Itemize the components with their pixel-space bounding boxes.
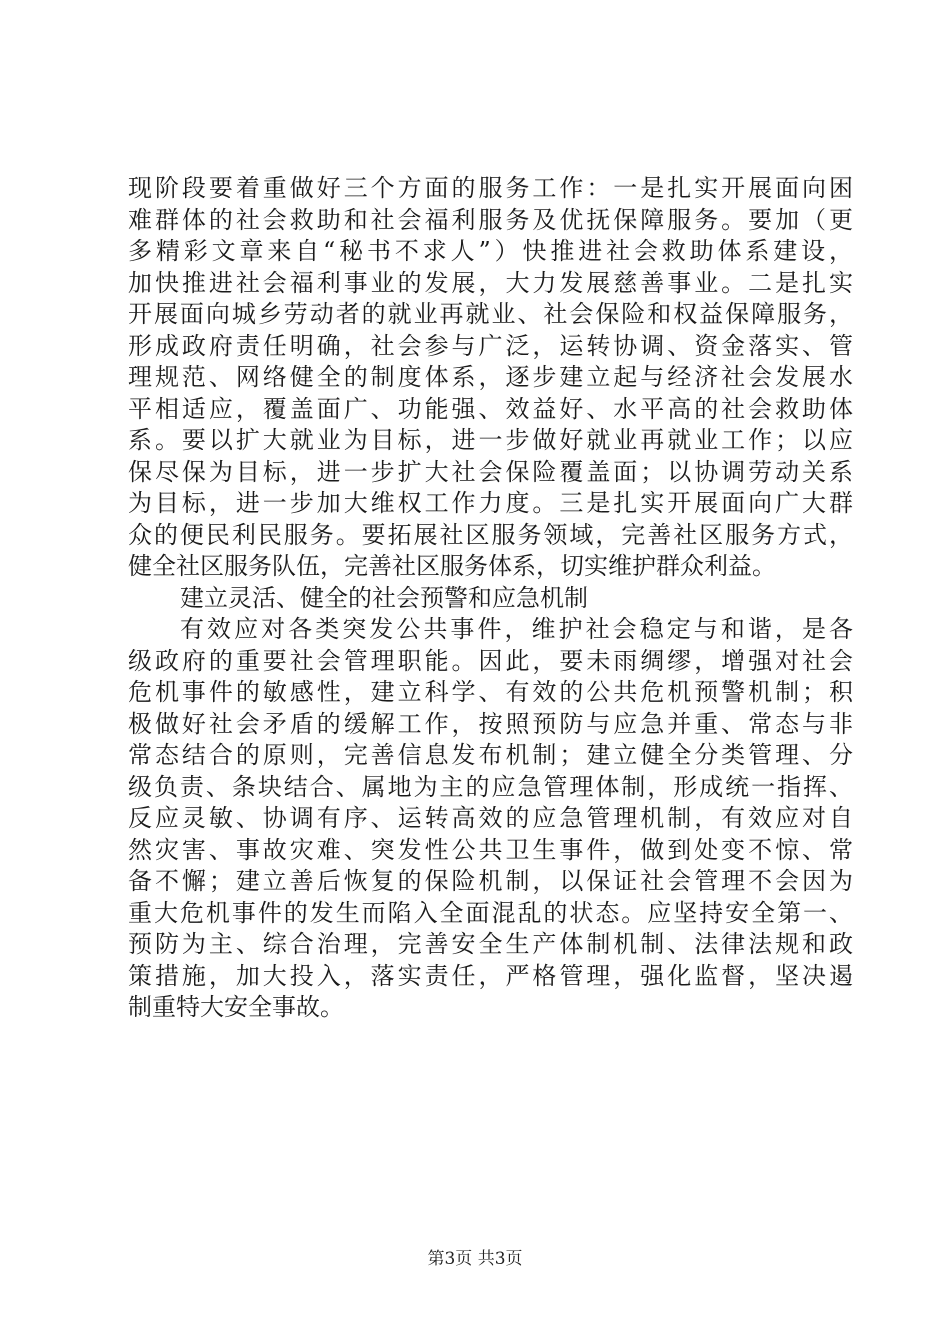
paragraph-emergency [128,614,853,1024]
text-line: 众的便民利民服务。要拓展社区服务领域，完善社区服务方式， [128,520,853,549]
text-line: 难群体的社会救助和社会福利服务及优抚保障服务。要加（更 [128,205,853,234]
text-line: 系。要以扩大就业为目标，进一步做好就业再就业工作；以应 [128,426,853,454]
document-body [128,173,853,1024]
text-line: 为目标，进一步加大维权工作力度。三是扎实开展面向广大群 [128,489,853,517]
text-line: 保尽保为目标，进一步扩大社会保险覆盖面；以协调劳动关系 [128,457,853,486]
text-line: 多精彩文章来自“秘书不求人”）快推进社会救助体系建设， [128,237,853,265]
text-line: 级负责、条块结合、属地为主的应急管理体制，形成统一指挥、 [128,772,853,801]
text-line: 健全社区服务队伍，完善社区服务体系，切实维护群众利益。 [128,552,776,580]
text-line: 策措施，加大投入，落实责任，严格管理，强化监督，坚决遏 [128,961,853,990]
text-line: 有效应对各类突发公共事件，维护社会稳定与和谐，是各 [180,615,853,643]
heading-text: 建立灵活、健全的社会预警和应急机制 [180,583,588,612]
text-line: 制重特大安全事故。 [128,993,344,1021]
text-line: 重大危机事件的发生而陷入全面混乱的状态。应坚持安全第一、 [128,898,853,927]
text-line: 现阶段要着重做好三个方面的服务工作：一是扎实开展面向困 [128,174,853,202]
text-line: 预防为主、综合治理，完善安全生产体制机制、法律法规和政 [128,930,853,958]
section-heading [128,583,853,615]
text-line: 理规范、网络健全的制度体系，逐步建立起与经济社会发展水 [128,363,853,391]
text-line: 形成政府责任明确，社会参与广泛，运转协调、资金落实、管 [128,331,853,360]
paragraph-services [128,173,853,583]
text-line: 然灾害、事故灾难、突发性公共卫生事件，做到处变不惊、常 [128,835,853,864]
page-number-label: 第3页 共3页 [427,1249,523,1269]
text-line: 极做好社会矛盾的缓解工作，按照预防与应急并重、常态与非 [128,709,853,738]
text-line: 平相适应，覆盖面广、功能强、效益好、水平高的社会救助体 [128,394,853,423]
page-number-footer [0,1244,950,1269]
text-line: 级政府的重要社会管理职能。因此，要未雨绸缪，增强对社会 [128,646,853,675]
text-line: 反应灵敏、协调有序、运转高效的应急管理机制，有效应对自 [128,804,853,832]
text-line: 常态结合的原则，完善信息发布机制；建立健全分类管理、分 [128,741,853,769]
text-line: 开展面向城乡劳动者的就业再就业、社会保险和权益保障服务， [128,300,853,328]
text-line: 危机事件的敏感性，建立科学、有效的公共危机预警机制；积 [128,678,853,706]
text-line: 加快推进社会福利事业的发展，大力发展慈善事业。二是扎实 [128,268,853,297]
text-line: 备不懈；建立善后恢复的保险机制，以保证社会管理不会因为 [128,867,853,895]
